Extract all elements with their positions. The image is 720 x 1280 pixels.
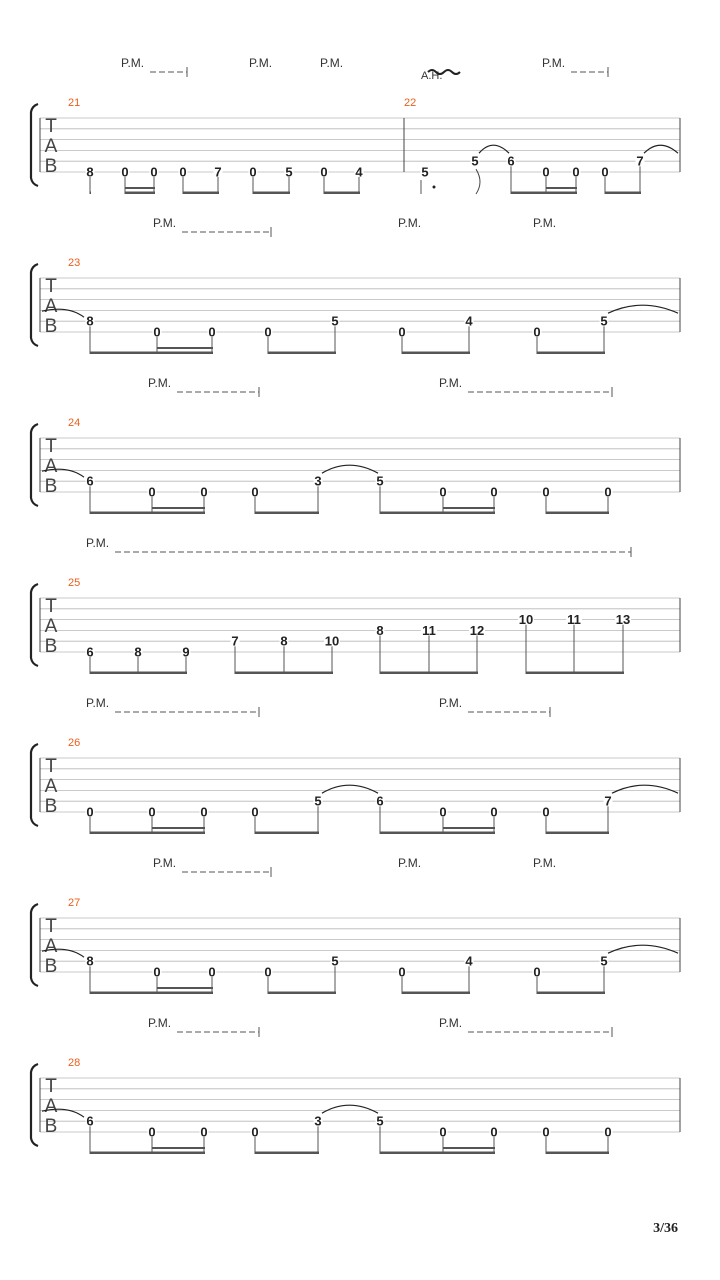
beam <box>268 992 336 995</box>
secondary-beam <box>152 507 205 509</box>
fret-number: 0 <box>153 964 161 980</box>
beam <box>546 512 609 515</box>
fret-number: 0 <box>208 964 216 980</box>
beam <box>380 512 495 515</box>
beam <box>90 352 213 355</box>
tie-arc <box>608 945 678 953</box>
fret-number: 0 <box>153 324 161 340</box>
fret-number: 9 <box>182 644 190 660</box>
fret-number: 0 <box>601 164 609 180</box>
fret-number: 0 <box>200 484 208 500</box>
palm-mute-label: P.M. <box>542 56 566 70</box>
tab-clef-letter: A <box>44 616 58 637</box>
fret-number: 5 <box>600 953 608 969</box>
measure-number: 21 <box>68 97 81 109</box>
fret-number: 0 <box>251 804 259 820</box>
fret-number: 0 <box>604 484 612 500</box>
beam <box>268 352 336 355</box>
secondary-beam <box>443 827 495 829</box>
fret-number: 8 <box>280 633 288 649</box>
fret-number: 5 <box>285 164 293 180</box>
measure-number: 27 <box>68 897 81 909</box>
fret-number: 6 <box>86 644 94 660</box>
tab-clef-letter: A <box>44 1096 58 1117</box>
tab-clef-letter: B <box>44 156 58 177</box>
system-bracket <box>31 1064 38 1146</box>
measure-number: 25 <box>68 577 81 589</box>
tab-clef-letter: T <box>45 916 57 937</box>
fret-number: 5 <box>314 793 322 809</box>
fret-number: 0 <box>148 804 156 820</box>
fret-number: 0 <box>542 1124 550 1140</box>
beam <box>253 192 290 195</box>
system-bracket <box>31 264 38 346</box>
beam <box>380 832 495 835</box>
palm-mute-label: P.M. <box>320 56 344 70</box>
beam <box>255 1152 319 1155</box>
palm-mute-label: P.M. <box>121 56 145 70</box>
system-bracket <box>31 424 38 506</box>
fret-number: 6 <box>376 793 384 809</box>
tab-clef-letter: T <box>45 1076 57 1097</box>
fret-number: 0 <box>439 804 447 820</box>
fret-number: 0 <box>490 484 498 500</box>
fret-number: 0 <box>200 1124 208 1140</box>
tie-arc <box>612 785 678 793</box>
secondary-beam <box>125 187 155 189</box>
fret-number: 4 <box>465 953 473 969</box>
fret-number: 0 <box>249 164 257 180</box>
beam <box>380 672 478 675</box>
tab-clef-letter: A <box>44 776 58 797</box>
system-bracket <box>31 584 38 666</box>
system-bracket <box>31 904 38 986</box>
fret-number: 0 <box>264 324 272 340</box>
fret-number: 10 <box>518 612 534 628</box>
fret-number: 0 <box>572 164 580 180</box>
system-bracket <box>31 744 38 826</box>
fret-number: 6 <box>86 473 94 489</box>
fret-number: 5 <box>331 953 339 969</box>
grace-slur <box>476 169 480 194</box>
tab-system <box>31 696 680 834</box>
tab-clef-letter: A <box>44 136 58 157</box>
fret-number: 5 <box>600 313 608 329</box>
fret-number: 0 <box>533 324 541 340</box>
tab-clef-letter: B <box>44 636 58 657</box>
tie-arc <box>644 145 678 153</box>
tie-arc <box>479 145 509 153</box>
fret-number: 6 <box>86 1113 94 1129</box>
beam <box>90 192 91 195</box>
tie-arc <box>322 465 378 473</box>
beam <box>255 512 319 515</box>
fret-number: 7 <box>604 793 612 809</box>
beam <box>402 992 470 995</box>
tab-clef-letter: A <box>44 456 58 477</box>
fret-number: 0 <box>398 324 406 340</box>
beam <box>235 672 333 675</box>
system-bracket <box>31 104 38 186</box>
tab-clef-letter: T <box>45 116 57 137</box>
tab-clef-letter: T <box>45 276 57 297</box>
tab-clef-letter: B <box>44 796 58 817</box>
tab-clef-letter: B <box>44 1116 58 1137</box>
fret-number: 0 <box>179 164 187 180</box>
fret-number: 5 <box>376 473 384 489</box>
fret-number: 5 <box>376 1113 384 1129</box>
fret-number: 11 <box>567 612 581 628</box>
fret-number: 8 <box>86 164 94 180</box>
secondary-beam <box>443 1147 495 1149</box>
fret-number: 0 <box>150 164 158 180</box>
palm-mute-label: P.M. <box>439 376 463 390</box>
measure-number: 28 <box>68 1057 81 1069</box>
fret-number: 0 <box>490 1124 498 1140</box>
palm-mute-label: P.M. <box>398 856 422 870</box>
tab-system <box>31 856 680 994</box>
fret-number: 0 <box>490 804 498 820</box>
fret-number: 5 <box>421 164 429 180</box>
tab-system <box>31 536 680 674</box>
tie-arc <box>322 1105 378 1113</box>
fret-number: 3 <box>314 473 322 489</box>
beam <box>90 672 187 675</box>
palm-mute-label: P.M. <box>148 1016 172 1030</box>
fret-number: 10 <box>324 633 340 649</box>
fret-number: 0 <box>121 164 129 180</box>
fret-number: 0 <box>200 804 208 820</box>
artificial-harmonic-label: A.H. <box>421 70 443 82</box>
beam <box>255 832 319 835</box>
tab-clef-letter: T <box>45 436 57 457</box>
palm-mute-label: P.M. <box>533 856 557 870</box>
tab-clef-letter: B <box>44 316 58 337</box>
beam <box>90 512 205 515</box>
measure-number: 24 <box>68 417 81 429</box>
palm-mute-label: P.M. <box>148 376 172 390</box>
beam <box>183 192 219 195</box>
secondary-beam <box>443 507 495 509</box>
dot <box>433 186 436 189</box>
secondary-beam <box>157 347 213 349</box>
fret-number: 0 <box>148 1124 156 1140</box>
palm-mute-label: P.M. <box>249 56 273 70</box>
beam <box>90 1152 205 1155</box>
fret-number: 0 <box>251 484 259 500</box>
tab-clef-letter: T <box>45 596 57 617</box>
fret-number: 0 <box>148 484 156 500</box>
fret-number: 12 <box>469 622 485 638</box>
measure-number: 26 <box>68 737 81 749</box>
secondary-beam <box>546 187 577 189</box>
measure-number: 22 <box>404 97 417 109</box>
fret-number: 8 <box>376 622 384 638</box>
tab-system <box>31 1016 680 1154</box>
beam <box>511 192 577 195</box>
fret-number: 0 <box>542 484 550 500</box>
fret-number: 11 <box>422 622 436 638</box>
tab-system <box>31 56 680 194</box>
palm-mute-label: P.M. <box>153 216 177 230</box>
secondary-beam <box>152 827 205 829</box>
beam <box>537 352 605 355</box>
fret-number: 0 <box>542 804 550 820</box>
fret-number: 0 <box>533 964 541 980</box>
fret-number: 5 <box>331 313 339 329</box>
fret-number: 4 <box>465 313 473 329</box>
beam <box>380 1152 495 1155</box>
beam <box>546 1152 609 1155</box>
fret-number: 13 <box>615 612 631 628</box>
fret-number: 0 <box>542 164 550 180</box>
fret-number: 0 <box>320 164 328 180</box>
beam <box>526 672 624 675</box>
tab-system <box>31 216 680 354</box>
fret-number: 0 <box>251 1124 259 1140</box>
fret-number: 7 <box>231 633 239 649</box>
fret-number: 0 <box>439 484 447 500</box>
palm-mute-label: P.M. <box>86 536 110 550</box>
beam <box>537 992 605 995</box>
tab-clef-letter: B <box>44 956 58 977</box>
secondary-beam <box>152 1147 205 1149</box>
tab-clef-letter: A <box>44 936 58 957</box>
fret-number: 7 <box>636 153 644 169</box>
beam <box>90 992 213 995</box>
palm-mute-label: P.M. <box>398 216 422 230</box>
fret-number: 8 <box>86 953 94 969</box>
fret-number: 0 <box>439 1124 447 1140</box>
fret-number: 3 <box>314 1113 322 1129</box>
fret-number: 0 <box>604 1124 612 1140</box>
palm-mute-label: P.M. <box>86 696 110 710</box>
beam <box>324 192 360 195</box>
beam <box>402 352 470 355</box>
fret-number: 0 <box>86 804 94 820</box>
measure-number: 23 <box>68 257 81 269</box>
tab-clef-letter: A <box>44 296 58 317</box>
secondary-beam <box>157 987 213 989</box>
palm-mute-label: P.M. <box>439 1016 463 1030</box>
tab-system <box>31 376 680 514</box>
fret-number: 6 <box>507 153 515 169</box>
tie-arc <box>608 305 678 313</box>
fret-number: 8 <box>86 313 94 329</box>
palm-mute-label: P.M. <box>153 856 177 870</box>
palm-mute-label: P.M. <box>533 216 557 230</box>
tab-clef-letter: B <box>44 476 58 497</box>
tie-arc <box>322 785 378 793</box>
beam <box>125 192 155 195</box>
fret-number: 5 <box>471 153 479 169</box>
fret-number: 8 <box>134 644 142 660</box>
fret-number: 0 <box>208 324 216 340</box>
beam <box>605 192 641 195</box>
beam <box>90 832 205 835</box>
fret-number: 0 <box>398 964 406 980</box>
fret-number: 0 <box>264 964 272 980</box>
beam <box>546 832 609 835</box>
page-number: 3/36 <box>653 1221 678 1236</box>
palm-mute-label: P.M. <box>439 696 463 710</box>
tab-clef-letter: T <box>45 756 57 777</box>
fret-number: 4 <box>355 164 363 180</box>
fret-number: 7 <box>214 164 222 180</box>
